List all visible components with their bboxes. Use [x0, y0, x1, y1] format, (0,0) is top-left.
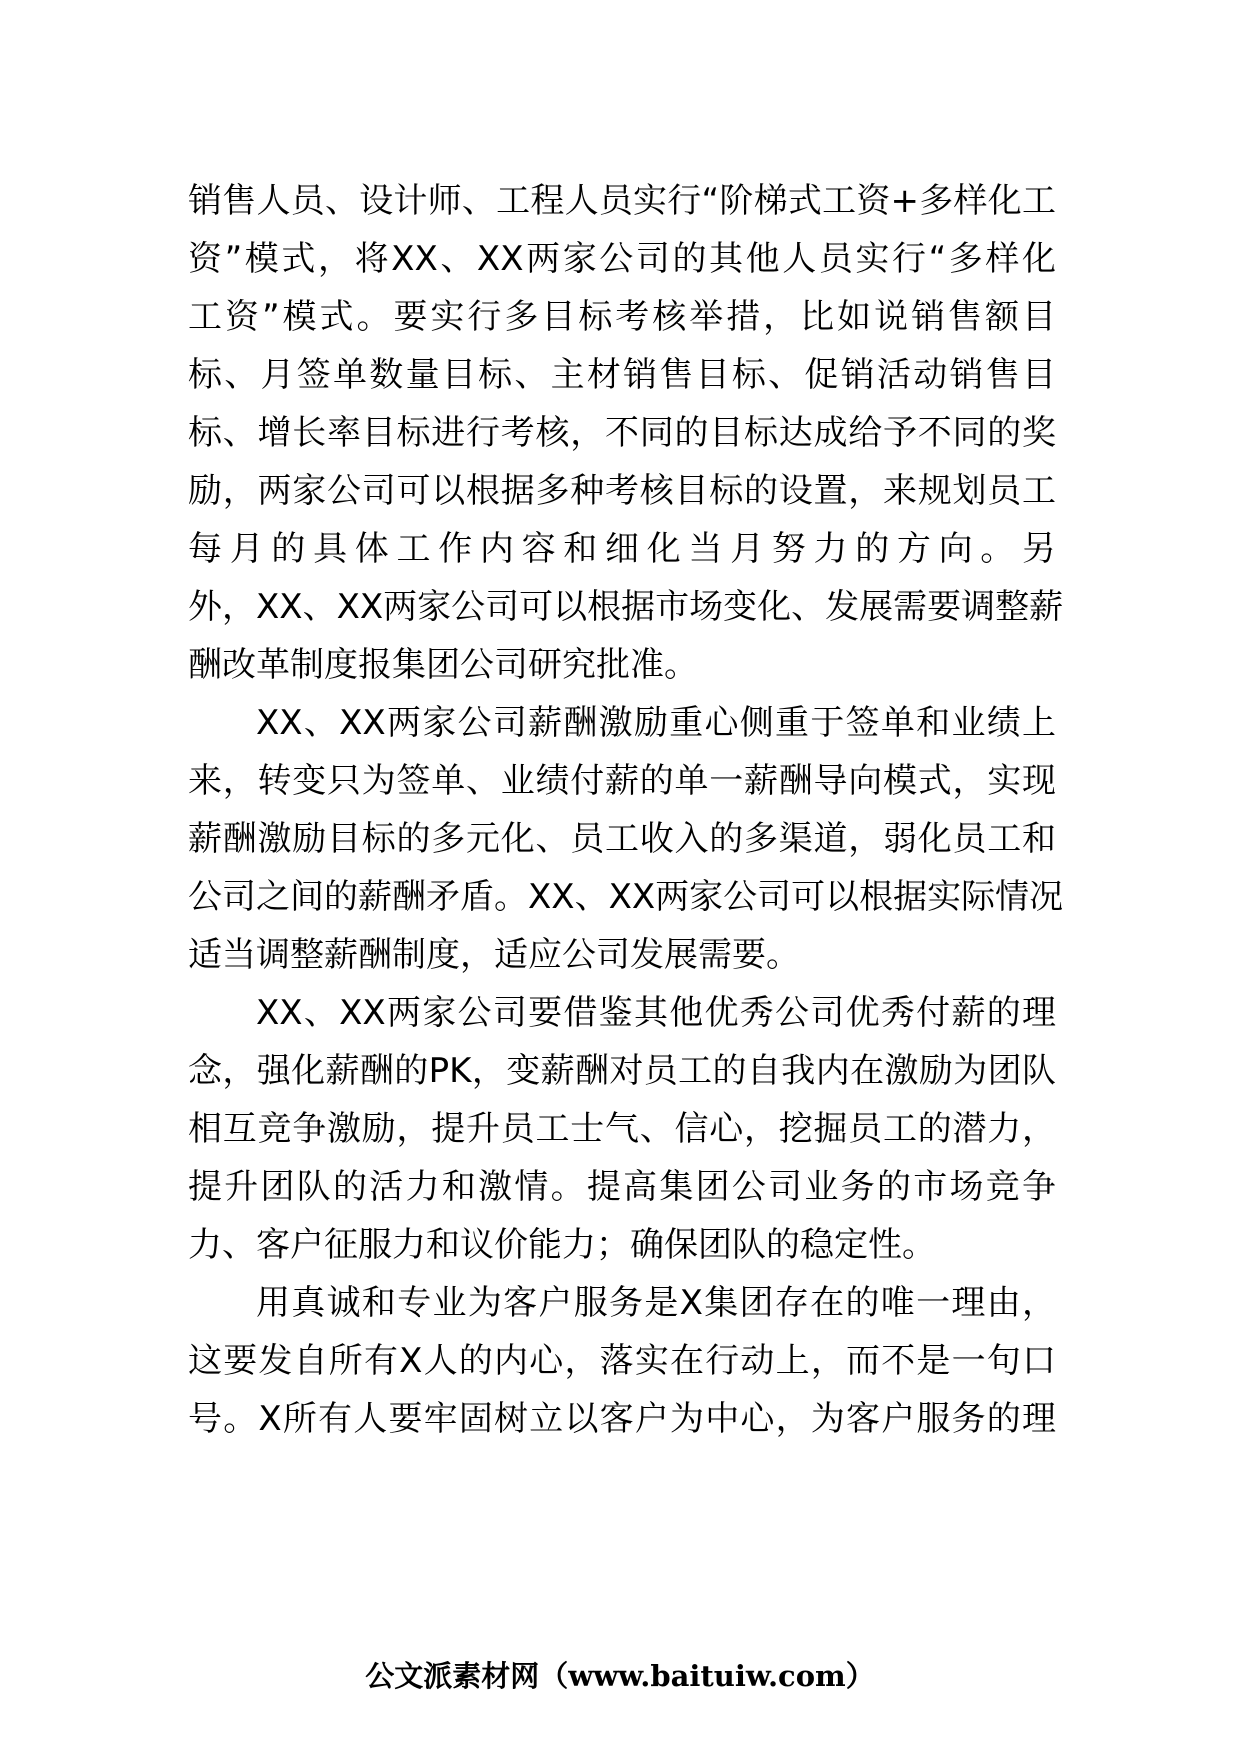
text-line: 相互竞争激励，提升员工士气、信心，挖掘员工的潜力，: [188, 1109, 1056, 1149]
text-line: 标、增长率目标进行考核，不同的目标达成给予不同的奖: [188, 413, 1056, 453]
text-line: 号。X所有人要牢固树立以客户为中心，为客户服务的理: [188, 1399, 1056, 1439]
text-line: 来，转变只为签单、业绩付薪的单一薪酬导向模式，实现: [188, 761, 1056, 801]
text-line: 力、客户征服力和议价能力；确保团队的稳定性。: [188, 1225, 936, 1265]
text-line: 工资”模式。要实行多目标考核举措，比如说销售额目: [188, 297, 1056, 337]
text-line: 资”模式，将XX、XX两家公司的其他人员实行“多样化: [188, 239, 1056, 279]
text-line: 每月的具体工作内容和细化当月努力的方向。另: [188, 529, 1056, 569]
text-line: 励，两家公司可以根据多种考核目标的设置，来规划员工: [188, 471, 1056, 511]
text-line: 外，XX、XX两家公司可以根据市场变化、发展需要调整薪: [188, 587, 1064, 627]
text-line: 念，强化薪酬的PK，变薪酬对员工的自我内在激励为团队: [188, 1051, 1056, 1091]
text-line: 标、月签单数量目标、主材销售目标、促销活动销售目: [188, 355, 1056, 395]
text-line: XX、XX两家公司要借鉴其他优秀公司优秀付薪的理: [256, 993, 1056, 1033]
text-line: 用真诚和专业为客户服务是X集团存在的唯一理由，: [256, 1283, 1056, 1323]
text-line: 酬改革制度报集团公司研究批准。: [188, 645, 698, 685]
text-line: XX、XX两家公司薪酬激励重心侧重于签单和业绩上: [256, 703, 1056, 743]
text-line: 公司之间的薪酬矛盾。XX、XX两家公司可以根据实际情况: [188, 877, 1064, 917]
text-line: 薪酬激励目标的多元化、员工收入的多渠道，弱化员工和: [188, 819, 1056, 859]
footer-watermark: 公文派素材网（www.baituiw.com）: [365, 1659, 875, 1693]
text-line: 销售人员、设计师、工程人员实行“阶梯式工资+多样化工: [188, 181, 1056, 221]
text-line: 提升团队的活力和激情。提高集团公司业务的市场竞争: [188, 1167, 1056, 1207]
text-line: 适当调整薪酬制度，适应公司发展需要。: [188, 935, 800, 975]
text-line: 这要发自所有X人的内心，落实在行动上，而不是一句口: [188, 1341, 1056, 1381]
